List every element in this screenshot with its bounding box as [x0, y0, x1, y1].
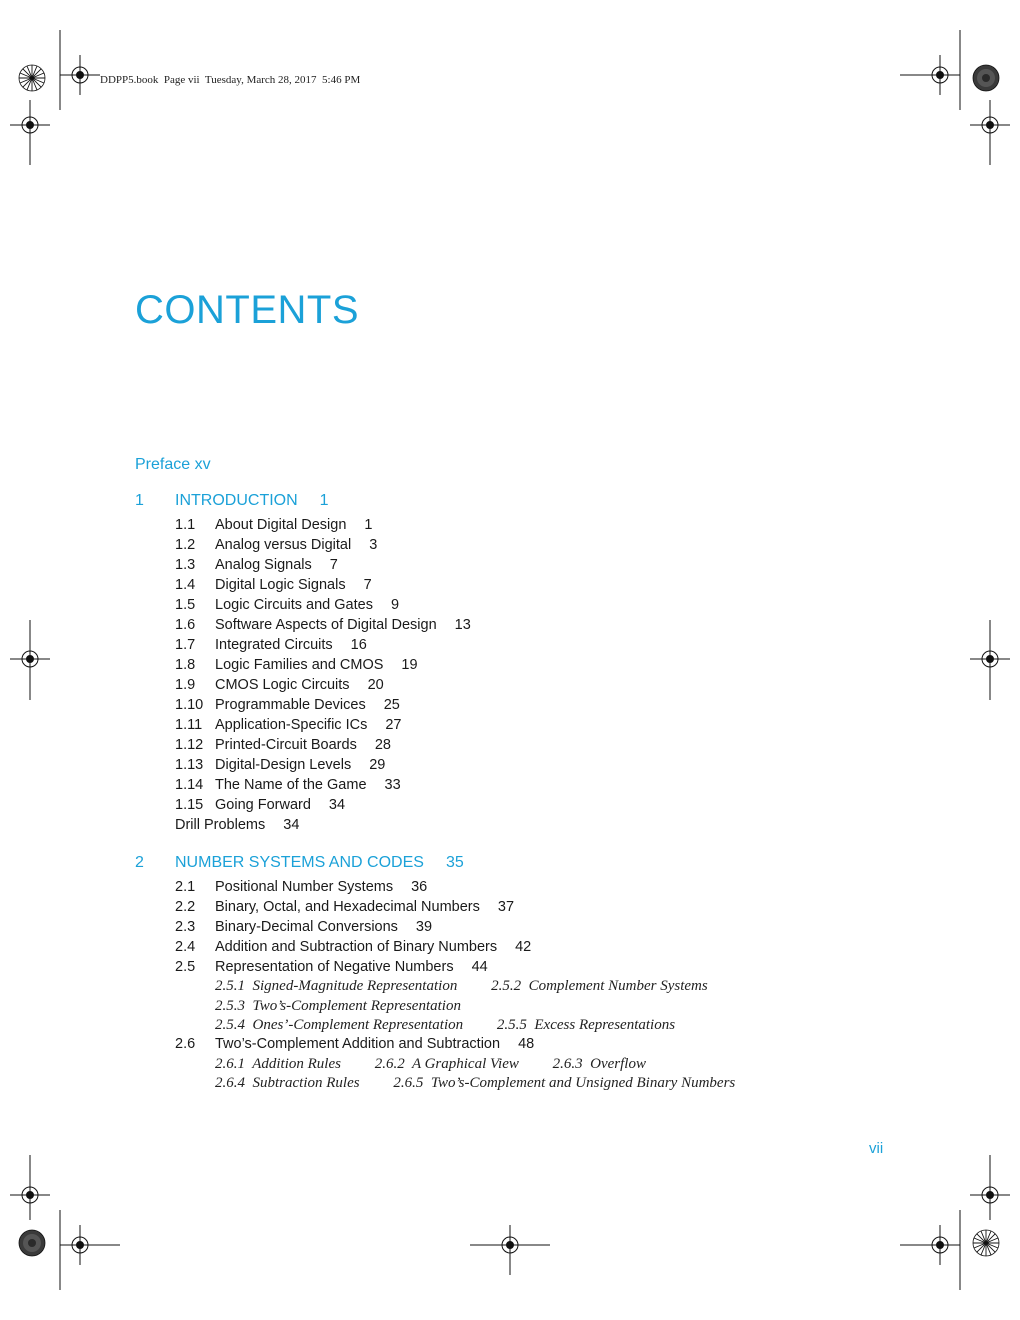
section-title: Addition and Subtraction of Binary Numbers: [215, 939, 498, 955]
section-number: 1.3: [175, 557, 196, 573]
section-page: 48: [518, 1036, 535, 1052]
page-title: CONTENTS: [135, 288, 359, 332]
section-page: 39: [415, 919, 433, 935]
section-page: 3: [369, 537, 378, 553]
chapter-number: 1: [135, 492, 144, 509]
toc-subsection-line[interactable]: 2.6.1 Addition Rules 2.6.2 A Graphical View 2.6.3 Overflow: [215, 1056, 646, 1072]
section-page: 9: [390, 597, 400, 613]
section-number: 1.12: [175, 737, 204, 753]
toc-section-entry[interactable]: [175, 597, 399, 613]
toc-section-entry[interactable]: [175, 517, 372, 533]
toc-section-entry[interactable]: [175, 919, 432, 935]
toc-section-entry[interactable]: [175, 879, 427, 895]
section-number: 1.7: [175, 637, 196, 653]
toc-section-entry[interactable]: [175, 959, 488, 975]
chapter-title: INTRODUCTION: [175, 492, 298, 509]
chapter-title: NUMBER SYSTEMS AND CODES: [175, 854, 424, 871]
section-title: Logic Circuits and Gates: [215, 597, 373, 613]
section-page: 19: [401, 657, 418, 673]
section-number: 1.4: [175, 577, 196, 593]
toc-section-entry[interactable]: [175, 1036, 534, 1052]
toc-subsection-line[interactable]: 2.5.3 Two’s-Complement Representation: [215, 998, 461, 1014]
section-page: 28: [374, 737, 391, 753]
section-title: Binary, Octal, and Hexadecimal Numbers: [215, 899, 480, 915]
section-title: Digital-Design Levels: [215, 757, 352, 773]
toc-section-entry[interactable]: [175, 697, 400, 713]
section-number: 1.1: [175, 517, 196, 533]
section-number: 2.2: [175, 899, 196, 915]
section-title: Analog versus Digital: [215, 537, 352, 553]
section-page: 34: [328, 797, 346, 813]
toc-chapter-entry[interactable]: [135, 854, 464, 872]
toc-subsection-line[interactable]: 2.5.1 Signed-Magnitude Representation 2.5.2 Complement Number Systems: [215, 978, 708, 994]
toc-preface-entry[interactable]: Preface xv: [135, 456, 211, 473]
section-title: CMOS Logic Circuits: [215, 677, 350, 693]
section-number: 1.8: [175, 657, 196, 673]
section-number: 2.3: [175, 919, 196, 935]
section-page: 36: [411, 879, 428, 895]
section-page: 25: [383, 697, 400, 713]
section-page: 13: [454, 617, 471, 633]
section-page: 20: [367, 677, 384, 693]
toc-section-entry[interactable]: [175, 537, 377, 553]
section-page: 16: [350, 637, 367, 653]
toc-section-entry[interactable]: [175, 577, 372, 593]
section-page: 44: [471, 959, 488, 975]
section-number: 1.11: [175, 717, 203, 733]
section-title: Printed-Circuit Boards: [215, 737, 357, 753]
section-title: Representation of Negative Numbers: [215, 959, 454, 975]
toc-section-entry[interactable]: [175, 717, 401, 733]
section-number: 1.9: [175, 677, 196, 693]
toc-section-entry[interactable]: [175, 557, 338, 573]
section-page: 7: [329, 557, 338, 573]
section-page: 27: [385, 717, 402, 733]
toc-section-entry[interactable]: [175, 617, 471, 633]
toc-chapter-entry[interactable]: [135, 492, 329, 510]
section-number: 1.6: [175, 617, 196, 633]
section-title: Binary-Decimal Conversions: [215, 919, 398, 935]
section-number: 1.2: [175, 537, 196, 553]
section-number: 1.13: [175, 757, 204, 773]
toc-section-entry[interactable]: [175, 657, 418, 673]
section-number: 2.5: [175, 959, 196, 975]
section-page: 37: [497, 899, 515, 915]
chapter-page: 1: [319, 492, 329, 509]
section-title: Digital Logic Signals: [215, 577, 346, 593]
section-number: 1.10: [175, 697, 204, 713]
section-title: Integrated Circuits: [215, 637, 333, 653]
drill-page: 34: [283, 817, 300, 833]
section-page: 33: [384, 777, 401, 793]
section-title: Going Forward: [215, 797, 311, 813]
drill-title: Drill Problems: [175, 817, 266, 833]
page-header-slug: DDPP5.book Page vii Tuesday, March 28, 2017 5:46 PM: [100, 74, 361, 86]
section-title: The Name of the Game: [215, 777, 367, 793]
section-title: Positional Number Systems: [215, 879, 394, 895]
section-title: Two’s-Complement Addition and Subtraction: [215, 1036, 501, 1052]
section-number: 2.1: [175, 879, 196, 895]
section-number: 2.6: [175, 1036, 196, 1052]
toc-section-entry[interactable]: [175, 797, 345, 813]
section-page: 1: [364, 517, 373, 533]
section-number: 1.15: [175, 797, 204, 813]
section-page: 42: [515, 939, 532, 955]
toc-section-entry[interactable]: [175, 899, 514, 915]
section-number: 1.5: [175, 597, 196, 613]
toc-drill-problems-entry[interactable]: [175, 817, 299, 833]
section-title: Logic Families and CMOS: [215, 657, 384, 673]
section-title: About Digital Design: [215, 517, 347, 533]
toc-subsection-line[interactable]: 2.5.4 Ones’-Complement Representation 2.5.5 Excess Representations: [215, 1017, 676, 1033]
section-title: Application-Specific ICs: [215, 717, 368, 733]
section-title: Software Aspects of Digital Design: [215, 617, 437, 633]
section-title: Analog Signals: [215, 557, 312, 573]
section-page: 29: [369, 757, 386, 773]
section-number: 1.14: [175, 777, 204, 793]
chapter-number: 2: [135, 854, 144, 871]
toc-section-entry[interactable]: [175, 677, 384, 693]
section-title: Programmable Devices: [215, 697, 366, 713]
toc-subsection-line[interactable]: 2.6.4 Subtraction Rules 2.6.5 Two’s-Complement and Unsigned Binary Numbers: [215, 1075, 736, 1091]
toc-section-entry[interactable]: [175, 637, 367, 653]
chapter-page: 35: [445, 854, 464, 871]
page-number: vii: [869, 1140, 884, 1157]
toc-section-entry[interactable]: [175, 757, 385, 773]
toc-section-entry[interactable]: [175, 737, 391, 753]
section-page: 7: [363, 577, 372, 593]
toc-section-entry[interactable]: [175, 777, 401, 793]
toc-section-entry[interactable]: [175, 939, 531, 955]
section-number: 2.4: [175, 939, 196, 955]
